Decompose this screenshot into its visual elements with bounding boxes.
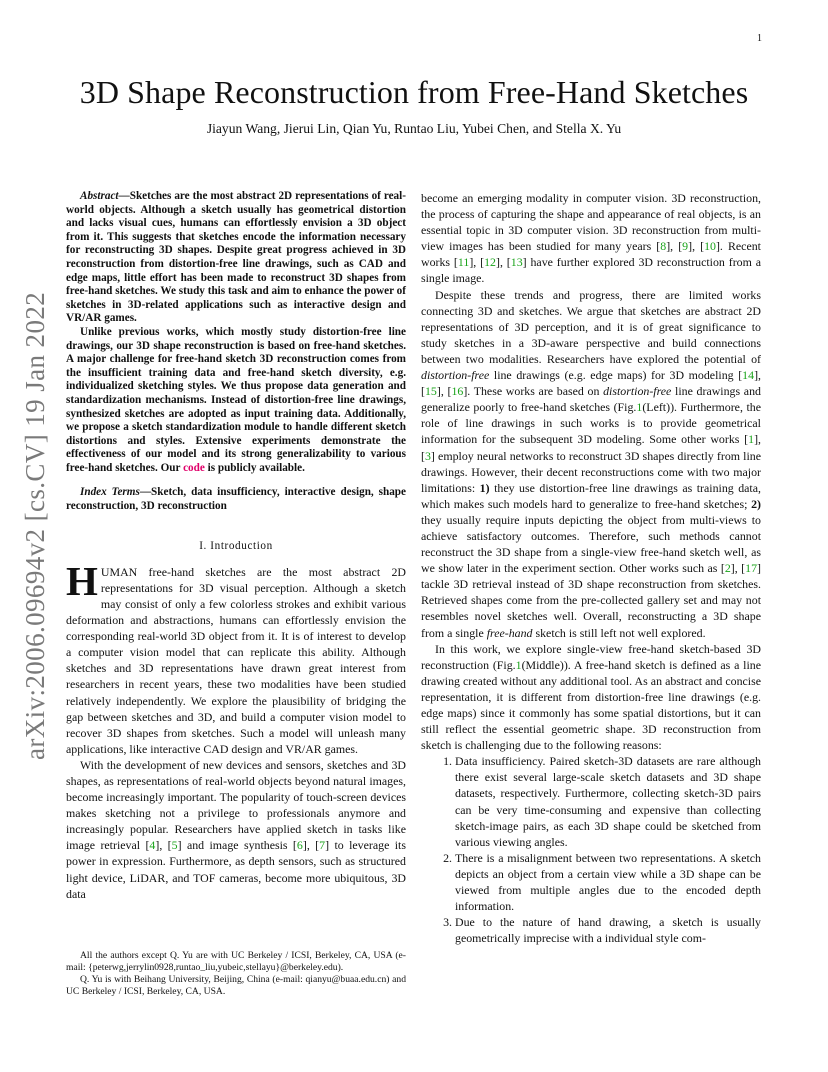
index-terms: Index Terms—Sketch, data insufficiency, interactive design, shape reconstruction, 3D reconstruction — [66, 486, 406, 513]
list-item: 3. Due to the nature of hand drawing, a sketch is usually geometrically imprecise with a individual style com- — [455, 914, 761, 946]
intro-text-2c: ] to leverage its power in expression. Furthermore, as depth sensors, such as structured light device, LiDAR, and TOF cameras, become more ubiquitous, 3D data — [66, 838, 406, 901]
citation-link[interactable]: 17 — [745, 561, 758, 576]
emphasis-text: distortion-free — [603, 384, 672, 399]
intro-text-4h: they usually require inputs depicting the object from multi-views to achieve satisfactory outcomes. Therefore, such methods cannot reconstruct the 3D shape from a single-view free-hand sketch well, as we show later in the experiment section. Other works such as [ — [421, 512, 761, 576]
intro-text-4j: sketch is still left not well explored. — [532, 625, 706, 640]
abstract-label: Abstract — [80, 190, 119, 202]
intro-paragraph-2: With the development of new devices and sensors, sketches and 3D shapes, as representations of real-world objects beyond natural images, become increasingly important. The popularity of touch-screen devices makes sketching not a privilege to professionals anymore and increasingly popular. Researchers have applied sketch in tasks like image retrieval [4], [5] and image synthesis [6], [7] to leverage its power in expression. Furthermore, as depth sensors, such as structured light device, LiDAR, and TOF cameras, become more ubiquitous, 3D data — [66, 757, 406, 901]
abstract-paragraph-2 — [66, 326, 406, 476]
intro-text-4b: line drawings (e.g. edge maps) for 3D modeling [ — [489, 368, 743, 383]
footnote-affiliation-1: All the authors except Q. Yu are with UC Berkeley / ICSI, Berkeley, CA, USA (e-mail: {peterwg,jerrylin0928,runtao_liu,yubeic,stellayu}@berkeley.edu). — [66, 950, 406, 973]
intro-paragraph-4: Despite these trends and progress, there are limited works connecting 3D and sketches. We argue that sketches are abstract 2D representations of 3D perception, and it is of great significance to study sketches in a 3D-aware perspective and build connections between two modalities. Researchers have explored the potential of distortion-free line drawings (e.g. edge maps) for 3D modeling [14], [15], [16]. These works are based on distortion-free line drawings and generalize poorly to free-hand sketches (Fig.1(Left)). Furthermore, the role of line drawings in such works is to provide geometrical information for the subsequent 3D modeling. Some other works [1], [3] employ neural networks to reconstruct 3D shapes directly from line drawings. However, their decent reconstructions come with two major limitations: 1) they use distortion-free line drawings as training data, which makes such models hard to generalize to free-hand sketches; 2) they usually require inputs depicting the object from multi-views to achieve satisfactory outcomes. Therefore, such methods cannot reconstruct the 3D shape from a single-view free-hand sketch well, as we show later in the experiment section. Other works such as [2], [17] tackle 3D retrieval instead of 3D shape reconstruction from sketches. Retrieved shapes come from the pre-collected gallery set and may not resembles novel sketches well. Overall, reconstructing a 3D shape from a single free-hand sketch is still left not well explored. — [421, 287, 761, 640]
dropcap-letter: H — [66, 557, 98, 604]
citation-link[interactable]: 11 — [457, 255, 470, 270]
list-item: 1. Data insufficiency. Paired sketch-3D datasets are rare although there exist several large-scale sketch datasets and 3D shape datasets, respectively. Furthermore, collecting sketch-3D pairs can be very time-consuming and expensive than collecting sketch-image pairs, as each 3D shape could be sketched from various viewing angles. — [455, 753, 761, 850]
paper-title: 3D Shape Reconstruction from Free-Hand Sketches — [79, 74, 749, 110]
intro-paragraph-1 — [66, 557, 406, 757]
list-item: 2. There is a misalignment between two representations. A sketch depicts an object from a certain view while a 3D shape can be viewed from multiple angles due to the encoded depth information. — [455, 850, 761, 914]
intro-text-4e: (Left)). Furthermore, the role of line drawings in such works is to provide geometrical information for the subsequent 3D modeling. Some other works [ — [421, 400, 761, 447]
abstract-text-2-end: is publicly available. — [204, 461, 305, 474]
intro-text-4d: line drawings and generalize poorly to free-hand sketches (Fig. — [421, 384, 761, 415]
citation-link[interactable]: 14 — [742, 368, 755, 383]
intro-text-4c: ]. These works are based on — [463, 384, 604, 399]
emphasis-text: free-hand — [486, 625, 533, 640]
figure-link[interactable]: 1 — [515, 657, 522, 672]
intro-text-2b: image synthesis [ — [209, 838, 297, 853]
citation-link[interactable]: 2 — [724, 561, 731, 576]
right-column — [421, 190, 761, 946]
intro-text-4g: they use distortion-free line drawings as training data, which makes such models hard to generalize to free-hand sketches; — [421, 480, 761, 511]
intro-text-3a: become an emerging modality in computer vision. 3D reconstruction, the process of capturing the shape and appearance of real objects, is an essential topic in 3D computer vision. 3D reconstruction from multi-view images has been studied for many years [ — [421, 191, 761, 254]
citation-link[interactable]: 10 — [704, 239, 716, 254]
figure-link[interactable]: 1 — [636, 400, 643, 415]
citation-link[interactable]: 13 — [510, 255, 523, 270]
bold-marker: 1) — [479, 480, 490, 495]
footnote-affiliation-2: Q. Yu is with Beihang University, Beijing, China (e-mail: qianyu@buaa.edu.cn) and UC Berkeley / ICSI, Berkeley, CA, USA. — [66, 974, 406, 997]
intro-text-4i: ] tackle 3D retrieval instead of 3D shape reconstruction from sketches. Retrieved shapes come from the pre-collected gallery set and may not resembles novel sketches well. Overall, reconstructing a 3D shape from a single — [421, 561, 761, 640]
citation-link[interactable]: 5 — [171, 838, 178, 853]
intro-text-4f: ] employ neural networks to reconstruct 3D shapes directly from line drawings. However, their decent reconstructions come with two major limitations: — [421, 448, 761, 495]
emphasis-text: distortion-free — [421, 368, 490, 383]
intro-text-1: UMAN free-hand sketches are the most abstract 2D representations for 3D visual perception. Although a sketch may consist of only a few colorless strokes and exhibit various deformation and abstractions, humans can effortlessly envision the corresponding real-world 3D object from it. It is of interest to develop a computer vision model that can replicate this ability. Although sketches and 3D representations have drawn great interest from researchers in recent years, these two modalities have been studied relatively independently. We explore the plausibility of bridging the gap between sketches and 3D, and build a computer vision model to recover 3D shapes from sketches. Such a model will unleash many applications, like interactive CAD design and VR/AR games. — [66, 564, 406, 756]
intro-text-5b: (Middle)). A free-hand sketch is defined as a line drawing created without any additional tool. As an abstract and concise representation, it is different from distortion-free line drawings (e.g. edge maps) since it commonly has some spatial distortions, but it can still reflect the essential geometric shape. 3D reconstruction from sketch is challenging due to the following reasons: — [421, 657, 761, 753]
abstract-text-2: Unlike previous works, which mostly study distortion-free line drawings, our 3D shape reconstruction is based on free-hand sketches. A major challenge for free-hand sketch 3D reconstruction comes from the insufficient training data and free-hand sketch diversity, e.g. individualized sketching styles. We thus propose data generation and standardization mechanisms. Instead of distortion-free line drawings, synthesized sketches are adopted as input training data. Additionally, we propose a sketch standardization module to handle different sketch distortions and styles. Extensive experiments demonstrate the effectiveness of our model and its strong generalizability to various free-hand sketches. Our — [66, 325, 406, 474]
intro-paragraph-3: become an emerging modality in computer vision. 3D reconstruction, the process of capturing the shape and appearance of real objects, is an essential topic in 3D computer vision. 3D reconstruction from multi-view images has been studied for many years [8], [9], [10]. Recent works [11], [12], [13] have further explored 3D reconstruction from a single image. — [421, 191, 761, 286]
intro-text-3c: ] have further explored 3D reconstruction from a single image. — [421, 255, 761, 286]
citation-link[interactable]: 12 — [484, 255, 496, 270]
index-terms-label: Index Terms — [80, 486, 140, 499]
intro-text-3b: ]. Recent works [ — [421, 239, 761, 270]
intro-text-4a: Despite these trends and progress, there are limited works connecting 3D and sketches. We argue that sketches are abstract 2D representations of 3D perception, and it is of great significance to study sketches in a 3D-aware perspective and build connections between two modalities. Researchers have explored the potential of — [421, 287, 761, 366]
citation-link[interactable]: 9 — [682, 239, 689, 254]
citation-link[interactable]: 8 — [660, 239, 667, 254]
challenge-list — [421, 753, 761, 946]
citation-link[interactable]: 15 — [424, 384, 437, 399]
intro-text-2a: With the development of new devices and sensors, sketches and 3D shapes, as representations of real-world objects beyond natural images, become increasingly important. The popularity of touch-screen devices makes sketching not a privilege to professionals anymore and increasingly popular. Researchers have applied sketch in tasks like image retrieval [ — [66, 757, 406, 853]
citation-link[interactable]: 1 — [748, 432, 755, 447]
citation-link[interactable]: 4 — [149, 838, 156, 853]
citation-link[interactable]: 7 — [319, 838, 326, 853]
abstract-paragraph-1: Abstract—Sketches are the most abstract 2D representations of real-world objects. Although a sketch usually has geometrical distortion and lacks visual cues, humans can effortlessly envision a 3D object from it. This suggests that sketches encode the information necessary for reconstructing 3D shapes. Despite great progress achieved in 3D reconstruction from distortion-free line drawings, such as CAD and edge maps, little effort has been made to reconstruct 3D shapes from free-hand sketches. We study this task and aim to enhance the power of sketches in 3D-related applications such as interactive design and VR/AR games. — [66, 190, 406, 325]
intro-paragraph-5 — [421, 641, 761, 754]
author-list: Jiayun Wang, Jierui Lin, Qian Yu, Runtao Liu, Yubei Chen, and Stella X. Yu — [206, 121, 622, 136]
citation-link[interactable]: 6 — [296, 838, 303, 853]
footnote-block — [66, 950, 406, 998]
abstract-text-1: Sketches are the most abstract 2D representations of real-world objects. Although a sketch usually has geometrical distortion and lacks visual cues, humans can effortlessly envision a 3D object from it. This suggests that sketches encode the information necessary for reconstructing 3D shapes. Despite great progress achieved in 3D reconstruction from distortion-free line drawings, such as CAD and edge maps, little effort has been made to reconstruct 3D shapes from free-hand sketches. We study this task and aim to enhance the power of sketches in 3D-related applications such as interactive design and VR/AR games. — [66, 190, 406, 325]
citation-link[interactable]: 16 — [451, 384, 464, 399]
arxiv-identifier-stamp: arXiv:2006.09694v2 [cs.CV] 19 Jan 2022 — [20, 291, 50, 760]
index-terms-text: Sketch, data insufficiency, interactive design, shape reconstruction, 3D reconstruction — [66, 486, 406, 513]
section-heading-introduction: I. Introduction — [199, 539, 273, 552]
intro-text-5a: In this work, we explore single-view free-hand sketch-based 3D reconstruction (Fig. — [421, 641, 761, 672]
citation-link[interactable]: 3 — [424, 448, 431, 463]
bold-marker: 2) — [751, 496, 761, 511]
page-number: 1 — [757, 33, 762, 44]
code-link[interactable]: code — [183, 461, 205, 474]
left-column — [66, 190, 406, 902]
